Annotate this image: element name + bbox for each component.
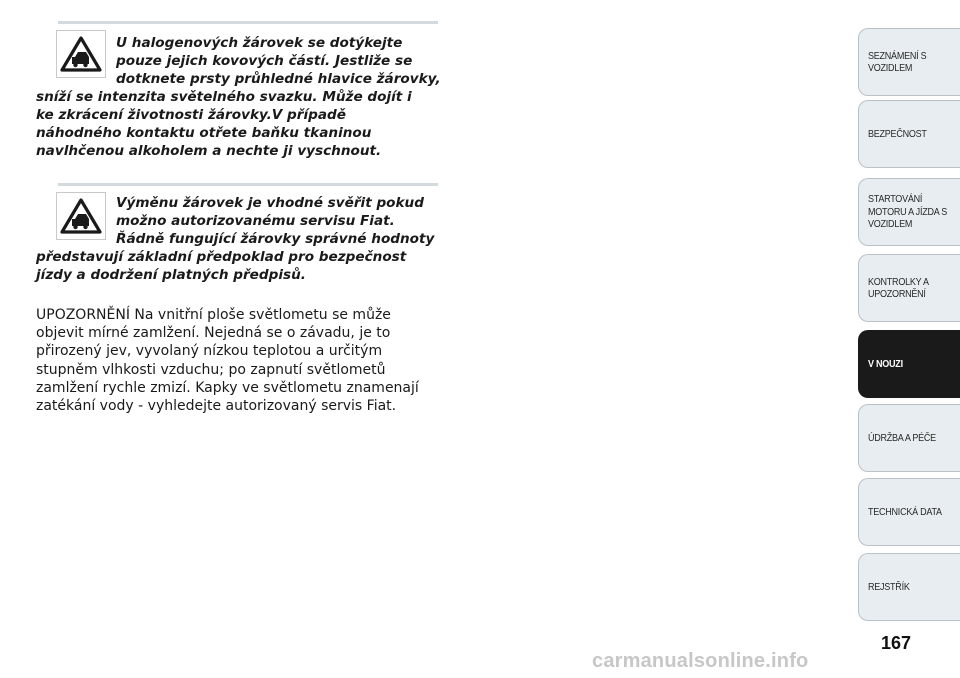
note-line: stupněm vlhkosti vzduchu; po zapnutí světlometů	[36, 361, 386, 378]
warning-line: Řádně fungující žárovky správné hodnoty	[116, 231, 435, 247]
tab-label: BEZPEČNOST	[868, 127, 927, 140]
note-line: objevit mírné zamlžení. Nejedná se o závadu, je to	[36, 325, 391, 342]
tab-label: ÚDRŽBA A PÉČE	[868, 431, 936, 444]
tab-label: KONTROLKY A UPOZORNĚNÍ	[868, 275, 929, 300]
warning-line: U halogenových žárovek se dotýkejte	[116, 35, 403, 51]
tab-v-nouzi[interactable]	[858, 330, 960, 398]
tab-label: STARTOVÁNÍ MOTORU A JÍZDA S VOZIDLEM	[868, 193, 947, 231]
warning-line: náhodného kontaktu otřete baňku tkaninou	[36, 125, 372, 141]
warning-box-2	[36, 194, 446, 284]
tab-bezpecnost[interactable]	[858, 100, 960, 168]
note-line: zamlžení rychle zmizí. Kapky ve světlometu znamenají	[36, 379, 419, 396]
watermark: carmanualsonline.info	[592, 650, 809, 672]
note-line: UPOZORNĚNÍ Na vnitřní ploše světlometu se může	[36, 307, 391, 323]
tab-label: V NOUZI	[868, 357, 903, 370]
section-divider	[58, 183, 438, 186]
warning-box-1	[36, 34, 446, 160]
tab-label: TECHNICKÁ DATA	[868, 505, 942, 518]
note-line: zatékání vody - vyhledejte autorizovaný servis Fiat.	[36, 398, 397, 415]
warning-line: dotknete prsty průhledné hlavice žárovky,	[116, 71, 441, 87]
warning-line: představují základní předpoklad pro bezpečnost	[36, 249, 407, 265]
warning-line: ke zkrácení životnosti žárovky.V případě	[36, 107, 346, 123]
tab-technicka-data[interactable]	[858, 478, 960, 546]
tab-rejstrik[interactable]	[858, 553, 960, 621]
chapter-tabs	[858, 0, 960, 640]
note-line: přirozený jev, vyvolaný nízkou teplotou a určitým	[36, 343, 383, 360]
warning-line: pouze jejich kovových částí. Jestliže se	[116, 53, 413, 69]
tab-udrzba-a-pece[interactable]	[858, 404, 960, 472]
tab-startovani-motoru[interactable]	[858, 178, 960, 246]
warning-line: sníží se intenzita světelného svazku. Může dojít i	[36, 89, 412, 105]
section-divider	[58, 21, 438, 24]
tab-seznameni-s-vozidlem[interactable]	[858, 28, 960, 96]
warning-line: navlhčenou alkoholem a nechte ji vyschnout.	[36, 143, 382, 159]
warning-line: jízdy a dodržení platných předpisů.	[36, 267, 306, 283]
tab-label: SEZNÁMENÍ S VOZIDLEM	[868, 49, 927, 74]
warning-line: Výměnu žárovek je vhodné svěřit pokud	[116, 195, 424, 211]
warning-line: možno autorizovanému servisu Fiat.	[116, 213, 395, 229]
tab-kontrolky-a-upozorneni[interactable]	[858, 254, 960, 322]
note-paragraph	[36, 306, 456, 415]
tab-label: REJSTŘÍK	[868, 580, 910, 593]
page-number: 167	[880, 633, 912, 653]
